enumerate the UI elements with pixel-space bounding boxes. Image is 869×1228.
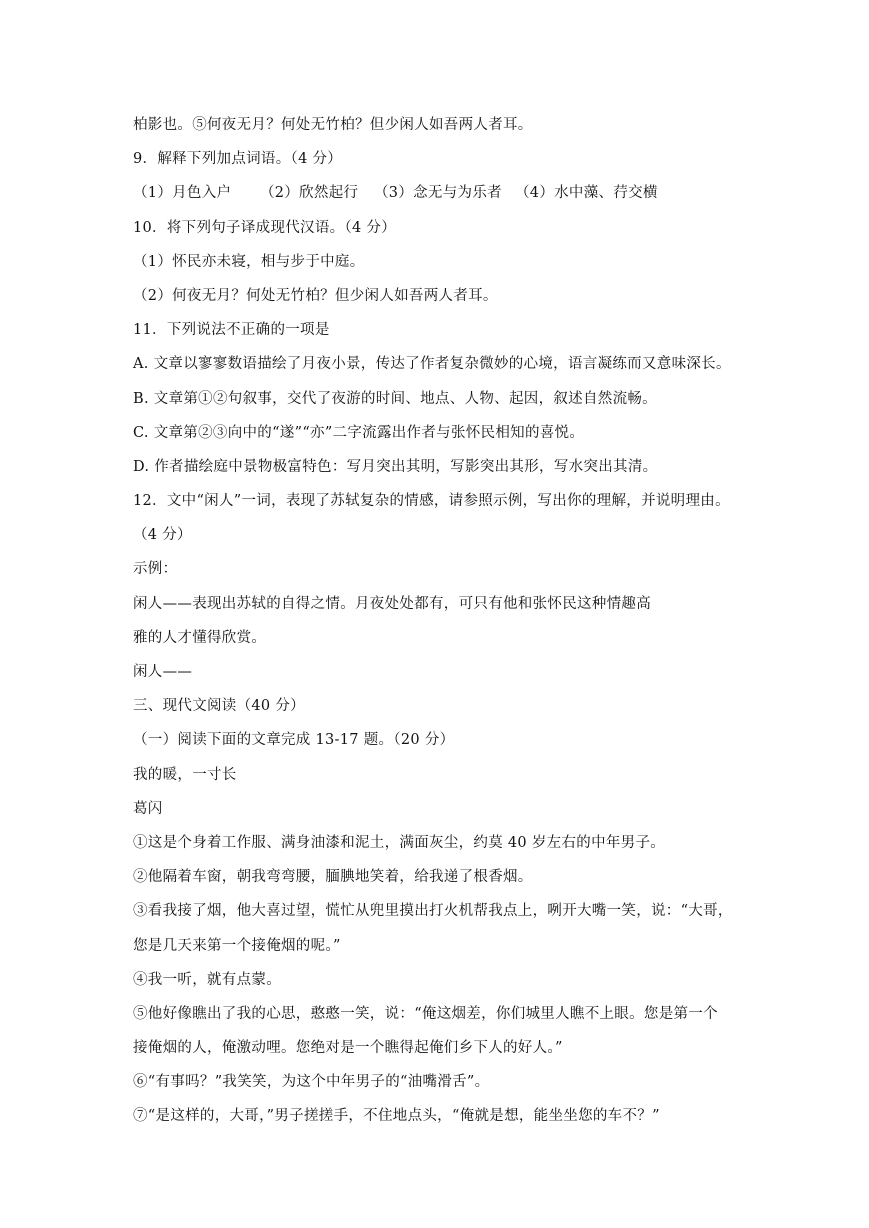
example-text-2: 雅的人才懂得欣赏。 — [133, 629, 267, 646]
paragraph-3-line-1: ③看我接了烟，他大喜过望，慌忙从兜里摸出打火机帮我点上，咧开大嘴一笑，说：“大哥， — [133, 903, 733, 920]
article-author: 葛闪 — [133, 800, 163, 817]
question-9-heading: 9．解释下列加点词语。（4 分） — [133, 151, 343, 168]
example-label: 示例： — [133, 561, 178, 578]
paragraph-6: ⑥“有事吗？”我笑笑，为这个中年男子的“油嘴滑舌”。 — [133, 1074, 490, 1091]
paragraph-1: ①这是个身着工作服、满身油漆和泥土，满面灰尘，约莫 40 岁左右的中年男子。 — [133, 834, 666, 851]
paragraph-5-line-1: ⑤他好像瞧出了我的心思，憨憨一笑，说：“俺这烟差，你们城里人瞧不上眼。您是第一个 — [133, 1005, 718, 1022]
q9-item-1: （1）月色入户 — [133, 185, 232, 202]
paragraph-2: ②他隔着车窗，朝我弯弯腰，腼腆地笑着，给我递了根香烟。 — [133, 869, 533, 886]
q9-item-3: （3）念无与为乐者 — [374, 185, 502, 202]
paragraph-7: ⑦“是这样的，大哥，”男子搓搓手，不住地点头，“俺就是想，能坐坐您的车不？” — [133, 1108, 660, 1125]
question-10-item-1: （1）怀民亦未寝，相与步于中庭。 — [133, 253, 365, 270]
question-11-option-c: C. 文章第②③向中的“遂”“亦”二字流露出作者与张怀民相知的喜悦。 — [133, 424, 585, 441]
question-10-heading: 10．将下列句子译成现代汉语。（4 分） — [133, 219, 397, 236]
paragraph-5-line-2: 接俺烟的人，俺激动哩。您绝对是一个瞧得起俺们乡下人的好人。” — [133, 1040, 563, 1057]
question-12-score: （4 分） — [133, 527, 192, 544]
question-11-heading: 11．下列说法不正确的一项是 — [133, 322, 330, 339]
section-heading: 三、现代文阅读（40 分） — [133, 698, 305, 715]
question-10-item-2: （2）何夜无月？何处无竹柏？但少闲人如吾两人者耳。 — [133, 287, 498, 304]
example-text-1: 闲人——表现出苏轼的自得之情。月夜处处都有，可只有他和张怀民这种情趣高 — [133, 595, 651, 612]
q9-item-4: （4）水中藻、荇交横 — [515, 185, 658, 202]
question-11-option-d: D. 作者描绘庭中景物极富特色：写月突出其明，写影突出其形，写水突出其清。 — [133, 458, 658, 475]
document-body — [133, 108, 753, 1134]
paragraph-3-line-2: 您是几天来第一个接俺烟的呢。” — [133, 937, 341, 954]
article-title: 我的暖，一寸长 — [133, 766, 237, 783]
question-11-option-a: A. 文章以寥寥数语描绘了月夜小景，传达了作者复杂微妙的心境，语言凝练而又意味深长。 — [133, 356, 731, 373]
subsection-heading: （一）阅读下面的文章完成 13-17 题。（20 分） — [133, 732, 455, 749]
question-12-heading: 12．文中“闲人”一词，表现了苏轼复杂的情感，请参照示例，写出你的理解，并说明理由。 — [133, 493, 730, 510]
question-11-option-b: B. 文章第①②句叙事，交代了夜游的时间、地点、人物、起因，叙述自然流畅。 — [133, 390, 657, 407]
paragraph-4: ④我一听，就有点蒙。 — [133, 971, 281, 988]
q9-item-2: （2）欣然起行 — [260, 185, 359, 202]
passage-line: 柏影也。⑤何夜无月？何处无竹柏？但少闲人如吾两人者耳。 — [133, 117, 533, 133]
answer-prompt: 闲人—— — [133, 664, 193, 680]
question-9-items — [133, 176, 753, 210]
